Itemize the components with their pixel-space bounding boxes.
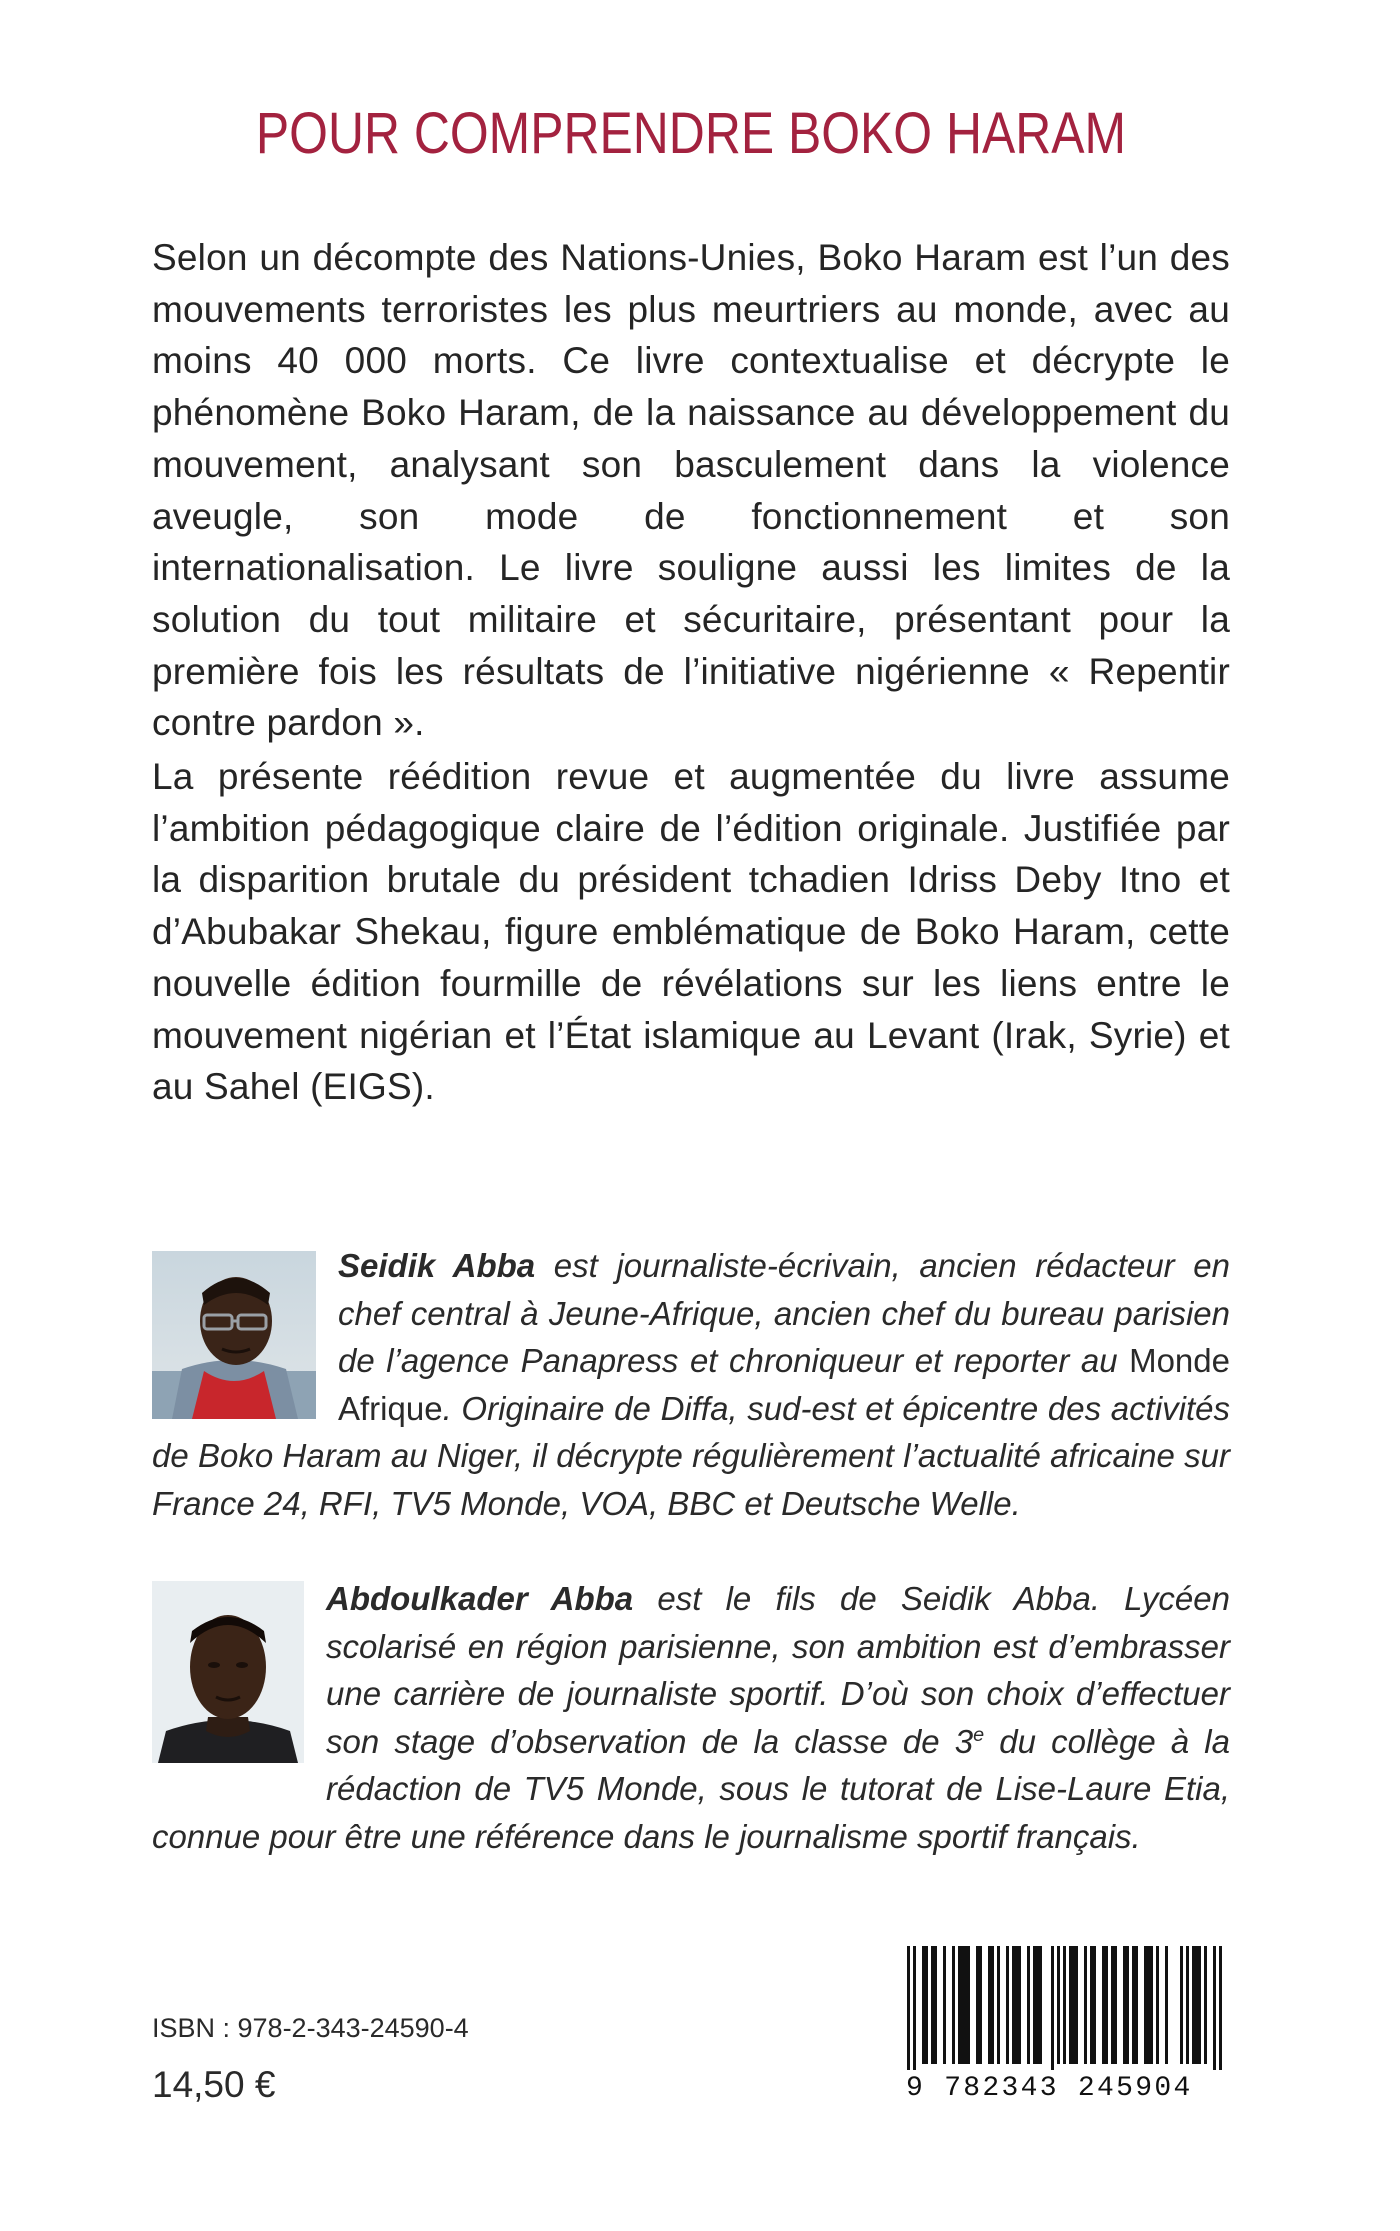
barcode-bar: [1156, 1946, 1159, 2064]
author-name-abdoulkader: Abdoulkader Abba: [326, 1580, 634, 1617]
barcode-bar: [961, 1946, 964, 2064]
barcode-bar: [934, 1946, 937, 2064]
barcode-bar: [1135, 1946, 1138, 2064]
barcode-bar: [1105, 1946, 1108, 2064]
isbn-label: ISBN : 978-2-343-24590-4: [152, 2013, 469, 2043]
barcode-bar: [1057, 1946, 1060, 2064]
barcode-bar: [1012, 1946, 1015, 2064]
barcode-bar: [976, 1946, 979, 2064]
barcode-bar: [1072, 1946, 1075, 2064]
barcode-bar: [1090, 1946, 1093, 2064]
barcode-bar: [979, 1946, 982, 2064]
barcode-bar: [907, 1946, 910, 2070]
barcode-bar: [1063, 1946, 1066, 2064]
book-title: POUR COMPRENDRE BOKO HARAM: [255, 101, 1127, 166]
barcode-bar: [1126, 1946, 1129, 2064]
barcode-bar: [1102, 1946, 1105, 2064]
barcode-bar: [1075, 1946, 1078, 2064]
barcode-bar: [1192, 1946, 1195, 2064]
barcode-bar: [1051, 1946, 1054, 2070]
barcode-bar: [1195, 1946, 1198, 2064]
barcode-bar: [1123, 1946, 1126, 2064]
barcode-bar: [1165, 1946, 1168, 2064]
barcode-bar: [1198, 1946, 1201, 2064]
barcode-bar: [964, 1946, 967, 2064]
barcode-digits: 9 782343 245904: [906, 2073, 1193, 2104]
barcode-bar: [1213, 1946, 1216, 2070]
barcode-bar: [958, 1946, 961, 2064]
price-label: 14,50 €: [152, 2064, 276, 2105]
barcode-bar: [913, 1946, 916, 2070]
barcode-bar: [1084, 1946, 1087, 2064]
barcode-bar: [922, 1946, 925, 2064]
barcode-bar: [1111, 1946, 1114, 2064]
summary-paragraph-1: Selon un décompte des Nations-Unies, Boko Haram est l’un des mouvements terroristes les plus meurtriers au monde, avec au moins 40 000 morts. Ce livre contextualise et décrypte le phénomène Boko Haram, de la naissance au développement du mouvement, analysant son basculement dans la violence aveugle, son mode de fonctionnement et son internationalisation. Le livre souligne aussi les limites de la solution du tout militaire et sécuritaire, présentant pour la première fois les résultats de l’initiative nigérienne « Repentir contre pardon ».: [152, 237, 1230, 744]
barcode-bar: [1144, 1946, 1147, 2064]
barcode-bar: [952, 1946, 955, 2064]
barcode-bar: [1132, 1946, 1135, 2064]
barcode-bar: [1114, 1946, 1117, 2064]
barcode-bar: [1033, 1946, 1036, 2064]
barcode-bar: [931, 1946, 934, 2064]
author-photo-abdoulkader: [152, 1581, 304, 1763]
barcode-bar: [1204, 1946, 1207, 2064]
barcode-bar: [988, 1946, 991, 2064]
barcode-bar: [1015, 1946, 1018, 2064]
barcode-bar: [943, 1946, 946, 2064]
author-name-seidik: Seidik Abba: [338, 1247, 536, 1284]
author-bio-seidik: Seidik Abba est journaliste-écrivain, ancien rédacteur en chef central à Jeune-Afrique, ancien chef du bureau parisien de l’agence Panapress et chroniqueur et reporter au Monde Afrique. Originaire de Diffa, sud-est et épicentre des activités de Boko Haram au Niger, il décrypte régulièrement l’actualité africaine sur France 24, RFI, TV5 Monde, VOA, BBC et Deutsche Welle.: [152, 1247, 1231, 1522]
barcode-bar: [1039, 1946, 1042, 2064]
summary-paragraph-2: La présente réédition revue et augmentée du livre assume l’ambition pédagogique claire de l’édition originale. Justifiée par la disparition brutale du président tchadien Idriss Deby Itno et d’Abubakar Shekau, figure emblématique de Boko Haram, cette nouvelle édition fourmille de révélations sur les liens entre le mouvement nigérian et l’État islamique au Levant (Irak, Syrie) et au Sahel (EIGS).: [152, 756, 1230, 1108]
barcode-bar: [1006, 1946, 1009, 2064]
barcode-bar: [1069, 1946, 1072, 2064]
author-bio-abdoulkader: Abdoulkader Abba est le fils de Seidik Abba. Lycéen scolarisé en région parisienne, son ambition est d’embrasser une carrière de journaliste sportif. D’où son choix d’effectuer son stage d’observation de la classe de 3e du collège à la rédaction de TV5 Monde, sous le tutorat de Lise-Laure Etia, connue pour être une référence dans le journalisme sportif français.: [152, 1580, 1230, 1855]
barcode-bar: [1150, 1946, 1153, 2064]
barcode-bar: [1180, 1946, 1183, 2064]
barcode-bar: [1186, 1946, 1189, 2064]
barcode-bar: [991, 1946, 994, 2064]
barcode-bar: [1093, 1946, 1096, 2064]
barcode-bar: [1027, 1946, 1030, 2064]
barcode-bar: [925, 1946, 928, 2064]
barcode-bar: [997, 1946, 1000, 2064]
barcode-bar: [1219, 1946, 1222, 2070]
barcode-bar: [967, 1946, 970, 2064]
barcode-bar: [1036, 1946, 1039, 2064]
author-photo-seidik: [152, 1251, 316, 1419]
barcode-bar: [1018, 1946, 1021, 2064]
barcode-bar: [1147, 1946, 1150, 2064]
